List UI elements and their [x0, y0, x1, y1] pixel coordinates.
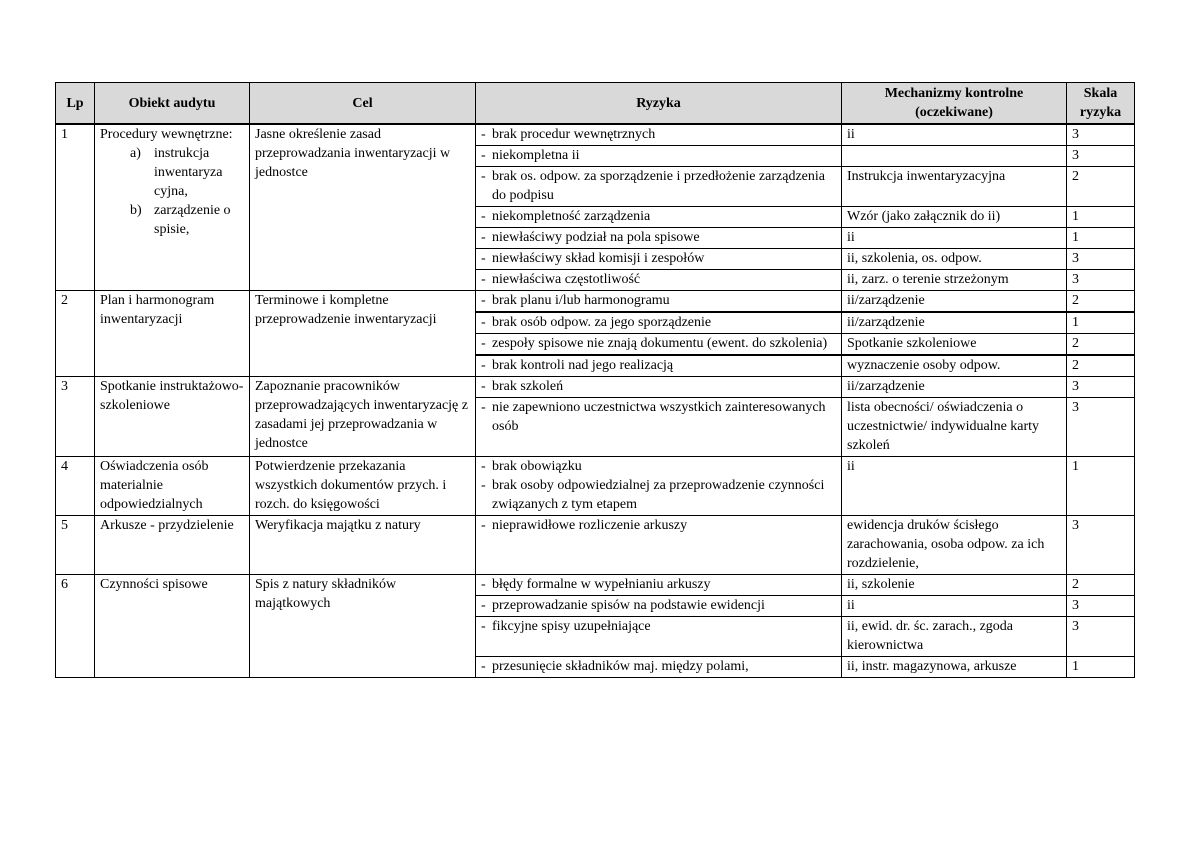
- header-skala: Skala ryzyka: [1067, 83, 1135, 125]
- risk-text: przeprowadzanie spisów na podstawie ewidencji: [492, 598, 765, 613]
- risk-item: [481, 356, 836, 375]
- list-item: [100, 201, 244, 239]
- cell-mechanizm: [842, 146, 1067, 167]
- cell-cel: Jasne określenie zasad przeprowadzania inwentaryzacji w jednostce: [250, 124, 476, 291]
- audit-table: [55, 82, 1135, 678]
- risk-text: zespoły spisowe nie znają dokumentu (ewent. do szkolenia): [492, 336, 828, 351]
- dash-bullet: -: [481, 230, 486, 245]
- risk-item: [481, 334, 836, 353]
- cell-mechanizm: ii, zarz. o terenie strzeżonym: [842, 270, 1067, 291]
- cell-ryzyko: [476, 312, 842, 334]
- risk-text: niekompletność zarządzenia: [492, 209, 651, 224]
- table-row: [56, 124, 1135, 146]
- cell-lp: 6: [56, 575, 95, 678]
- risk-item: [481, 270, 836, 289]
- risk-item: [481, 228, 836, 247]
- cell-ryzyko: [476, 457, 842, 516]
- cell-skala: 2: [1067, 575, 1135, 596]
- cell-lp: 2: [56, 291, 95, 377]
- cell-skala: 3: [1067, 146, 1135, 167]
- cell-skala: 3: [1067, 124, 1135, 146]
- cell-ryzyko: [476, 249, 842, 270]
- cell-obiekt: [95, 457, 250, 516]
- dash-bullet: -: [481, 148, 486, 163]
- cell-mechanizm: Wzór (jako załącznik do ii): [842, 207, 1067, 228]
- dash-bullet: -: [481, 293, 486, 308]
- cell-mechanizm: ii, szkolenia, os. odpow.: [842, 249, 1067, 270]
- cell-mechanizm: wyznaczenie osoby odpow.: [842, 355, 1067, 377]
- cell-obiekt: [95, 291, 250, 377]
- obiekt-text: Arkusze - przydzielenie: [100, 518, 234, 533]
- table-row: [56, 516, 1135, 575]
- cell-mechanizm: Spotkanie szkoleniowe: [842, 334, 1067, 356]
- risk-text: niewłaściwy skład komisji i zespołów: [492, 251, 705, 266]
- cell-skala: 3: [1067, 516, 1135, 575]
- risk-item: [481, 476, 836, 514]
- obiekt-sublist: [100, 144, 244, 239]
- cell-mechanizm: ii/zarządzenie: [842, 291, 1067, 313]
- dash-bullet: -: [481, 336, 486, 351]
- cell-obiekt: [95, 516, 250, 575]
- risk-text: brak osoby odpowiedzialnej za przeprowadzenie czynności związanych z tym etapem: [492, 478, 825, 512]
- header-ryzyka: Ryzyka: [476, 83, 842, 125]
- cell-mechanizm: ii, ewid. dr. śc. zarach., zgoda kierownictwa: [842, 617, 1067, 657]
- risk-text: błędy formalne w wypełnianiu arkuszy: [492, 577, 711, 592]
- dash-bullet: -: [481, 209, 486, 224]
- risk-item: [481, 125, 836, 144]
- table-row: [56, 377, 1135, 398]
- cell-lp: 1: [56, 124, 95, 291]
- dash-bullet: -: [481, 577, 486, 592]
- obiekt-text: Spotkanie instruktażowo-szkoleniowe: [100, 379, 244, 413]
- cell-skala: 3: [1067, 617, 1135, 657]
- risk-item: [481, 249, 836, 268]
- cell-mechanizm: ii: [842, 457, 1067, 516]
- obiekt-text: Czynności spisowe: [100, 577, 208, 592]
- obiekt-text: Oświadczenia osób materialnie odpowiedzialnych: [100, 459, 209, 512]
- cell-lp: 5: [56, 516, 95, 575]
- cell-skala: 1: [1067, 312, 1135, 334]
- risk-item: [481, 313, 836, 332]
- risk-item: [481, 167, 836, 205]
- cell-mechanizm: ii/zarządzenie: [842, 377, 1067, 398]
- cell-skala: 2: [1067, 334, 1135, 356]
- cell-skala: 1: [1067, 228, 1135, 249]
- risk-item: [481, 377, 836, 396]
- table-row: [56, 291, 1135, 313]
- table-row: [56, 457, 1135, 516]
- cell-mechanizm: lista obecności/ oświadczenia o uczestnictwie/ indywidualne karty szkoleń: [842, 398, 1067, 457]
- cell-mechanizm: ii, instr. magazynowa, arkusze: [842, 657, 1067, 678]
- dash-bullet: -: [481, 379, 486, 394]
- risk-item: [481, 657, 836, 676]
- list-marker: a): [130, 146, 141, 161]
- risk-text: brak planu i/lub harmonogramu: [492, 293, 670, 308]
- cell-cel: Terminowe i kompletne przeprowadzenie inwentaryzacji: [250, 291, 476, 377]
- cell-mechanizm: ii: [842, 124, 1067, 146]
- risk-item: [481, 516, 836, 535]
- cell-skala: 3: [1067, 398, 1135, 457]
- risk-item: [481, 457, 836, 476]
- cell-skala: 2: [1067, 167, 1135, 207]
- cell-ryzyko: [476, 657, 842, 678]
- dash-bullet: -: [481, 251, 486, 266]
- list-item: [100, 144, 244, 201]
- dash-bullet: -: [481, 619, 486, 634]
- cell-ryzyko: [476, 228, 842, 249]
- cell-skala: 3: [1067, 249, 1135, 270]
- obiekt-text: Procedury wewnętrzne:: [100, 127, 233, 142]
- cell-ryzyko: [476, 146, 842, 167]
- cell-mechanizm: ii: [842, 596, 1067, 617]
- cell-cel: Zapoznanie pracowników przeprowadzających inwentaryzację z zasadami jej przeprowadzania w jednostce: [250, 377, 476, 457]
- cell-mechanizm: ewidencja druków ścisłego zarachowania, osoba odpow. za ich rozdzielenie,: [842, 516, 1067, 575]
- cell-ryzyko: [476, 334, 842, 356]
- cell-ryzyko: [476, 377, 842, 398]
- obiekt-text: Plan i harmonogram inwentaryzacji: [100, 293, 215, 327]
- cell-mechanizm: Instrukcja inwentaryzacyjna: [842, 167, 1067, 207]
- cell-lp: 4: [56, 457, 95, 516]
- table-row: [56, 575, 1135, 596]
- cell-ryzyko: [476, 355, 842, 377]
- cell-skala: 2: [1067, 291, 1135, 313]
- risk-item: [481, 596, 836, 615]
- audit-page: [55, 82, 1134, 678]
- dash-bullet: -: [481, 169, 486, 184]
- cell-ryzyko: [476, 398, 842, 457]
- dash-bullet: -: [481, 518, 486, 533]
- risk-item: [481, 617, 836, 636]
- dash-bullet: -: [481, 598, 486, 613]
- cell-obiekt: [95, 575, 250, 678]
- cell-ryzyko: [476, 207, 842, 228]
- risk-text: nieprawidłowe rozliczenie arkuszy: [492, 518, 688, 533]
- risk-text: przesunięcie składników maj. między polami,: [492, 659, 749, 674]
- risk-item: [481, 291, 836, 310]
- cell-ryzyko: [476, 291, 842, 313]
- cell-skala: 1: [1067, 657, 1135, 678]
- cell-skala: 3: [1067, 270, 1135, 291]
- cell-mechanizm: ii: [842, 228, 1067, 249]
- risk-text: brak osób odpow. za jego sporządzenie: [492, 315, 712, 330]
- cell-skala: 1: [1067, 457, 1135, 516]
- cell-skala: 2: [1067, 355, 1135, 377]
- risk-text: niekompletna ii: [492, 148, 580, 163]
- risk-text: brak kontroli nad jego realizacją: [492, 358, 674, 373]
- cell-skala: 3: [1067, 377, 1135, 398]
- audit-table-body: [56, 124, 1135, 678]
- cell-ryzyko: [476, 516, 842, 575]
- cell-skala: 3: [1067, 596, 1135, 617]
- risk-text: fikcyjne spisy uzupełniające: [492, 619, 651, 634]
- list-marker: b): [130, 203, 142, 218]
- risk-item: [481, 575, 836, 594]
- risk-item: [481, 398, 836, 436]
- dash-bullet: -: [481, 272, 486, 287]
- cell-obiekt: [95, 124, 250, 291]
- list-item-text: instrukcja inwentaryza cyjna,: [154, 146, 223, 199]
- header-lp: Lp: [56, 83, 95, 125]
- cell-ryzyko: [476, 270, 842, 291]
- cell-obiekt: [95, 377, 250, 457]
- dash-bullet: -: [481, 358, 486, 373]
- risk-text: brak obowiązku: [492, 459, 582, 474]
- cell-mechanizm: ii, szkolenie: [842, 575, 1067, 596]
- dash-bullet: -: [481, 315, 486, 330]
- risk-text: brak os. odpow. za sporządzenie i przedłożenie zarządzenia do podpisu: [492, 169, 825, 203]
- cell-ryzyko: [476, 596, 842, 617]
- cell-ryzyko: [476, 167, 842, 207]
- risk-text: niewłaściwy podział na pola spisowe: [492, 230, 700, 245]
- dash-bullet: -: [481, 478, 486, 493]
- header-obiekt: Obiekt audytu: [95, 83, 250, 125]
- cell-cel: Potwierdzenie przekazania wszystkich dokumentów przych. i rozch. do księgowości: [250, 457, 476, 516]
- cell-lp: 3: [56, 377, 95, 457]
- cell-mechanizm: ii/zarządzenie: [842, 312, 1067, 334]
- dash-bullet: -: [481, 659, 486, 674]
- header-row: [56, 83, 1135, 125]
- risk-item: [481, 207, 836, 226]
- cell-ryzyko: [476, 575, 842, 596]
- cell-ryzyko: [476, 124, 842, 146]
- list-item-text: zarządzenie o spisie,: [154, 203, 231, 237]
- dash-bullet: -: [481, 127, 486, 142]
- risk-text: niewłaściwa częstotliwość: [492, 272, 641, 287]
- cell-cel: Weryfikacja majątku z natury: [250, 516, 476, 575]
- cell-ryzyko: [476, 617, 842, 657]
- risk-text: brak szkoleń: [492, 379, 564, 394]
- cell-skala: 1: [1067, 207, 1135, 228]
- header-mechanizmy: Mechanizmy kontrolne (oczekiwane): [842, 83, 1067, 125]
- cell-cel: Spis z natury składników majątkowych: [250, 575, 476, 678]
- risk-item: [481, 146, 836, 165]
- dash-bullet: -: [481, 459, 486, 474]
- dash-bullet: -: [481, 400, 486, 415]
- header-cel: Cel: [250, 83, 476, 125]
- risk-text: nie zapewniono uczestnictwa wszystkich zainteresowanych osób: [492, 400, 826, 434]
- risk-text: brak procedur wewnętrznych: [492, 127, 656, 142]
